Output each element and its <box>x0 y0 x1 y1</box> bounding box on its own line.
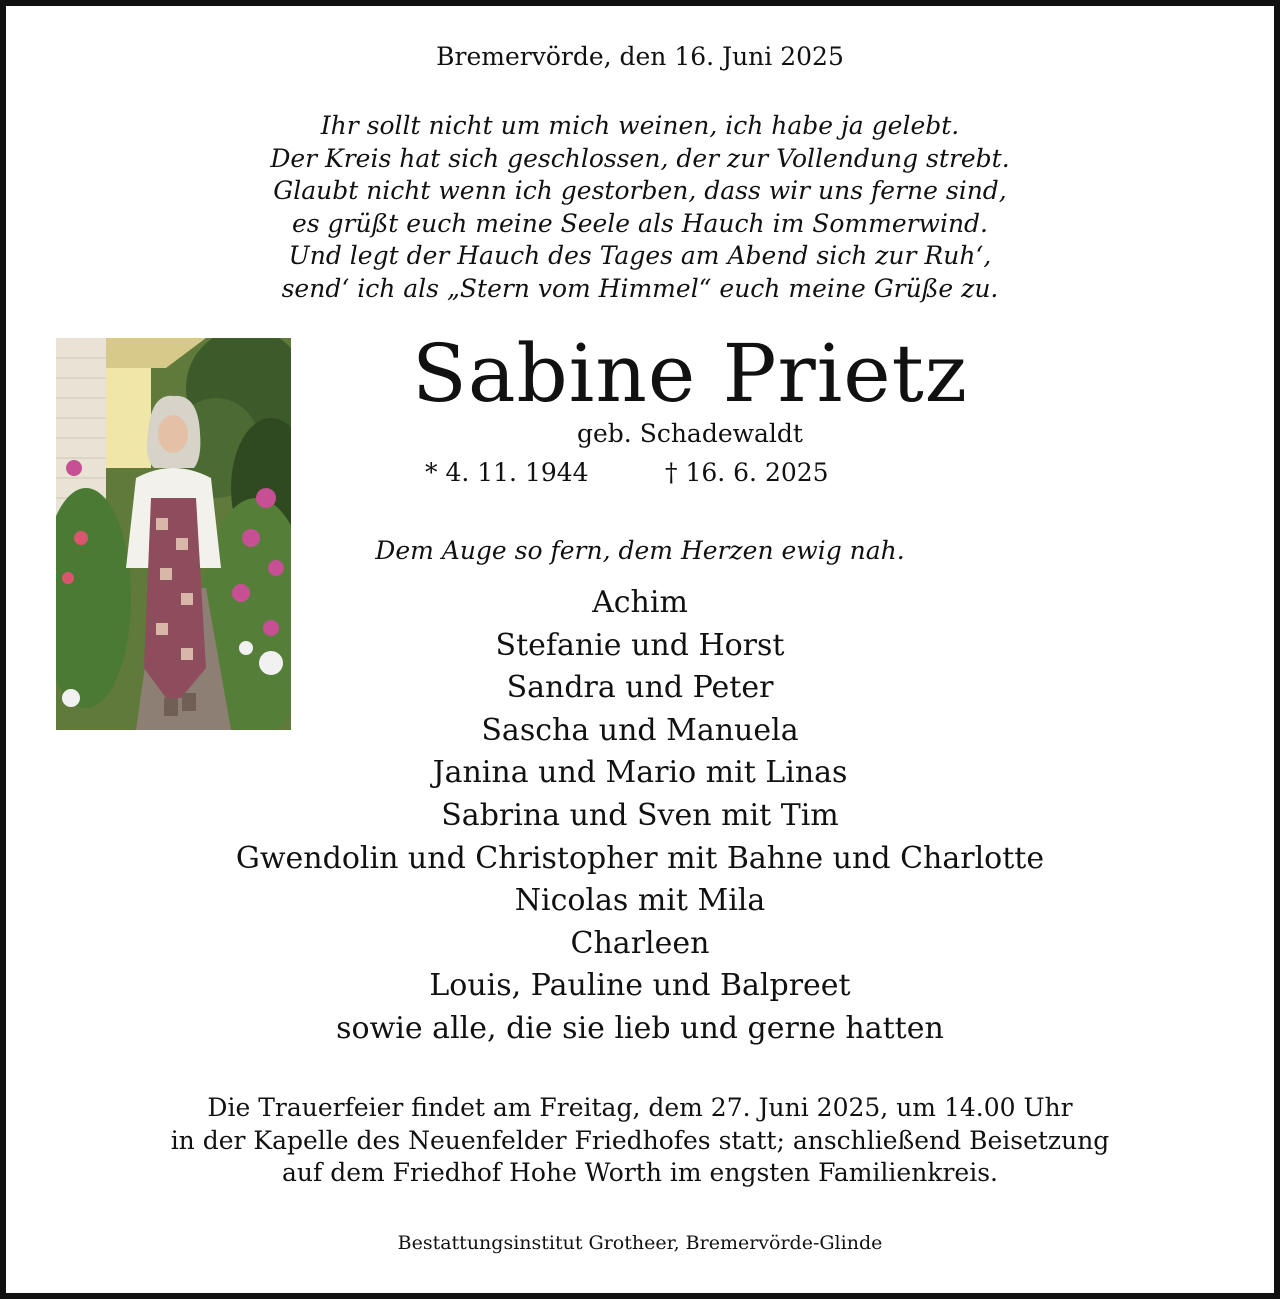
deceased-name: Sabine Prietz <box>412 327 968 420</box>
mourner-line: Sascha und Manuela <box>481 712 799 748</box>
poem-line: Ihr sollt nicht um mich weinen, ich habe ja gelebt. <box>320 111 960 140</box>
poem-line: es grüßt euch meine Seele als Hauch im Sommerwind. <box>291 208 989 238</box>
poem-line: Der Kreis hat sich geschlossen, der zur Vollendung strebt. <box>270 143 1010 173</box>
poem <box>0 110 1280 305</box>
mourner-line: Gwendolin und Christopher mit Bahne und Charlotte <box>235 840 1045 876</box>
service-line: in der Kapelle des Neuenfelder Friedhofes statt; anschließend Beisetzung <box>170 1125 1110 1155</box>
mourner-line: sowie alle, die sie lieb und gerne hatten <box>336 1010 944 1046</box>
poem-line: Glaubt nicht wenn ich gestorben, dass wir uns ferne sind, <box>273 176 1007 205</box>
mourner-line: Janina und Mario mit Linas <box>432 755 848 791</box>
poem-line: send‘ ich als „Stern vom Himmel“ euch meine Grüße zu. <box>281 273 999 303</box>
service-line: auf dem Friedhof Hohe Worth im engsten Familienkreis. <box>282 1158 998 1187</box>
mourner-line: Achim <box>592 585 688 620</box>
mourner-line: Sabrina und Sven mit Tim <box>441 797 839 833</box>
birth-name: geb. Schadewaldt <box>577 419 803 448</box>
mourner-line: Stefanie und Horst <box>495 627 785 663</box>
mourner-line: Nicolas mit Mila <box>514 883 766 919</box>
mourner-line: Louis, Pauline und Balpreet <box>429 968 851 1004</box>
mourner-line: Charleen <box>570 925 710 961</box>
poem-line: Und legt der Hauch des Tages am Abend sich zur Ruh‘, <box>288 241 992 270</box>
motto: Dem Auge so fern, dem Herzen ewig nah. <box>375 536 905 565</box>
place-date: Bremervörde, den 16. Juni 2025 <box>436 42 844 71</box>
service-notice <box>0 1092 1280 1190</box>
mourners-list <box>0 582 1280 1051</box>
mourner-line: Sandra und Peter <box>506 670 774 706</box>
birth-date: * 4. 11. 1944 <box>425 458 589 487</box>
death-date: † 16. 6. 2025 <box>665 458 829 487</box>
service-line: Die Trauerfeier findet am Freitag, dem 27. Juni 2025, um 14.00 Uhr <box>207 1093 1073 1122</box>
undertaker: Bestattungsinstitut Grotheer, Bremervörde-Glinde <box>397 1232 883 1254</box>
